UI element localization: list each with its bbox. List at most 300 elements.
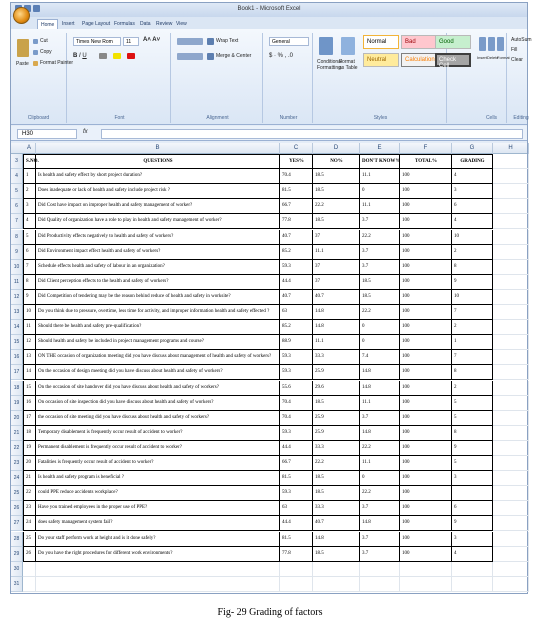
table-cell[interactable]: 8 xyxy=(452,365,493,380)
table-cell[interactable]: 100 xyxy=(400,396,452,411)
table-cell[interactable]: 14.8 xyxy=(313,532,360,547)
table-cell[interactable]: 33.3 xyxy=(313,501,360,516)
table-cell[interactable] xyxy=(23,562,36,577)
table-cell[interactable]: 3 xyxy=(23,199,36,214)
conditional-formatting-button[interactable]: Conditional Formatting xyxy=(317,59,343,71)
table-cell[interactable]: 100 xyxy=(400,532,452,547)
table-cell[interactable]: 9 xyxy=(452,516,493,531)
row-header[interactable]: 9 xyxy=(11,245,23,260)
table-cell[interactable] xyxy=(400,577,452,592)
table-cell[interactable]: 70.4 xyxy=(280,411,313,426)
table-cell[interactable]: Do you think due to pressure, overtime, less time for activity, and improper information health and safety effected ? xyxy=(36,305,280,320)
font-size-select[interactable]: 11 xyxy=(123,37,139,46)
table-cell[interactable]: 8 xyxy=(452,260,493,275)
table-cell[interactable]: Do you have the right procedures for different work environments? xyxy=(36,547,280,562)
table-cell[interactable] xyxy=(493,577,529,592)
fx-icon[interactable]: fx xyxy=(83,129,88,135)
table-cell[interactable]: Did Client perception effects to the health and safety of workers? xyxy=(36,275,280,290)
table-cell[interactable]: 100 xyxy=(400,335,452,350)
table-cell[interactable] xyxy=(493,547,529,562)
bold-italic-underline[interactable]: B I U xyxy=(73,53,87,59)
table-cell[interactable] xyxy=(493,426,529,441)
table-cell[interactable]: 3.7 xyxy=(360,260,400,275)
table-cell[interactable]: 9 xyxy=(23,290,36,305)
tab-review[interactable]: Review xyxy=(156,21,173,27)
table-cell[interactable]: 23 xyxy=(23,501,36,516)
table-cell[interactable]: Did Environment impact effect health and safety of workers? xyxy=(36,245,280,260)
row-header[interactable]: 4 xyxy=(11,169,23,184)
table-cell[interactable]: 0 xyxy=(360,320,400,335)
table-cell[interactable]: 7 xyxy=(452,305,493,320)
name-box[interactable]: H30 xyxy=(17,129,77,139)
table-cell[interactable]: On occasion of site inspection did you have discuss about health and safety of workers? xyxy=(36,396,280,411)
table-cell[interactable]: 3 xyxy=(452,184,493,199)
table-cell[interactable]: 11.1 xyxy=(360,169,400,184)
table-cell[interactable]: 11.1 xyxy=(313,335,360,350)
table-cell[interactable]: 4 xyxy=(23,214,36,229)
table-cell[interactable]: 1 xyxy=(452,335,493,350)
table-cell[interactable]: 81.5 xyxy=(280,471,313,486)
grow-font-icon[interactable]: A˄ A˅ xyxy=(143,37,161,43)
table-cell[interactable] xyxy=(493,562,529,577)
table-cell[interactable] xyxy=(493,199,529,214)
table-cell[interactable] xyxy=(493,169,529,184)
number-format-icons[interactable]: $ · % , .0 xyxy=(269,53,294,59)
table-cell[interactable]: 100 xyxy=(400,260,452,275)
cut-button[interactable]: Cut xyxy=(40,38,48,44)
table-cell[interactable]: 11.1 xyxy=(360,396,400,411)
column-header-e[interactable]: E xyxy=(360,143,400,154)
insert-button[interactable]: Insert xyxy=(477,55,488,60)
table-cell[interactable]: 11.1 xyxy=(360,456,400,471)
horizontal-align-icons[interactable] xyxy=(177,53,203,60)
table-cell[interactable] xyxy=(493,532,529,547)
table-cell[interactable]: 85.2 xyxy=(280,245,313,260)
table-cell[interactable]: 18.5 xyxy=(313,214,360,229)
table-cell[interactable]: 37 xyxy=(313,260,360,275)
tab-formulas[interactable]: Formulas xyxy=(114,21,135,27)
table-cell[interactable]: 25 xyxy=(23,532,36,547)
table-cell[interactable]: 3.7 xyxy=(360,501,400,516)
row-header[interactable]: 18 xyxy=(11,381,23,396)
table-cell[interactable]: 63 xyxy=(280,305,313,320)
table-cell[interactable] xyxy=(493,245,529,260)
table-cell[interactable] xyxy=(452,562,493,577)
style-normal[interactable]: Normal xyxy=(363,35,399,49)
table-cell[interactable]: 11 xyxy=(23,320,36,335)
table-cell[interactable]: 9 xyxy=(452,275,493,290)
table-cell[interactable]: 100 xyxy=(400,169,452,184)
table-cell[interactable]: 14.8 xyxy=(313,320,360,335)
table-cell[interactable]: 44.4 xyxy=(280,275,313,290)
table-cell[interactable]: Did Competition of tendering may be the reason behind reduce of health and safety in worksite? xyxy=(36,290,280,305)
row-header[interactable]: 23 xyxy=(11,456,23,471)
paste-icon[interactable] xyxy=(17,39,29,57)
table-cell[interactable]: 5 xyxy=(452,411,493,426)
fill-button[interactable]: Fill xyxy=(511,47,518,53)
table-cell[interactable]: 40.7 xyxy=(280,230,313,245)
table-cell[interactable]: 2 xyxy=(23,184,36,199)
table-cell[interactable]: 59.3 xyxy=(280,365,313,380)
copy-button[interactable]: Copy xyxy=(40,49,52,55)
column-header-f[interactable]: F xyxy=(400,143,452,154)
table-cell[interactable]: 100 xyxy=(400,441,452,456)
table-cell[interactable]: 3.7 xyxy=(360,245,400,260)
table-cell[interactable]: 2 xyxy=(452,381,493,396)
table-cell[interactable]: 25.9 xyxy=(313,365,360,380)
table-cell[interactable]: Have you trained employees in the proper use of PPE? xyxy=(36,501,280,516)
table-cell[interactable]: 6 xyxy=(452,199,493,214)
row-header[interactable]: 10 xyxy=(11,260,23,275)
table-cell[interactable]: 3.7 xyxy=(360,532,400,547)
table-cell[interactable] xyxy=(23,577,36,592)
table-cell[interactable] xyxy=(493,275,529,290)
table-cell[interactable] xyxy=(313,562,360,577)
tab-insert[interactable]: Insert xyxy=(62,21,75,27)
style-check-cell[interactable]: Check Cell xyxy=(435,53,471,67)
table-cell[interactable]: 25.9 xyxy=(313,411,360,426)
row-header[interactable]: 28 xyxy=(11,532,23,547)
table-cell[interactable]: 13 xyxy=(23,350,36,365)
table-cell[interactable]: 100 xyxy=(400,471,452,486)
row-header[interactable]: 11 xyxy=(11,275,23,290)
row-header[interactable]: 22 xyxy=(11,441,23,456)
table-cell[interactable]: does safety management system fail? xyxy=(36,516,280,531)
table-cell[interactable]: 10 xyxy=(452,230,493,245)
row-header[interactable]: 6 xyxy=(11,199,23,214)
table-cell[interactable]: 8 xyxy=(23,275,36,290)
table-cell[interactable]: 7.4 xyxy=(360,350,400,365)
table-cell[interactable]: Do your staff perform work at height and is it done safely? xyxy=(36,532,280,547)
table-cell[interactable]: 5 xyxy=(23,230,36,245)
worksheet[interactable] xyxy=(11,143,527,593)
table-cell[interactable]: 85.2 xyxy=(280,320,313,335)
table-cell[interactable]: Did Productivity effects negatively to health and safety of workers? xyxy=(36,230,280,245)
table-cell[interactable]: 18 xyxy=(23,426,36,441)
table-cell[interactable]: 5 xyxy=(452,456,493,471)
table-cell[interactable]: 20 xyxy=(23,456,36,471)
table-cell[interactable]: 18.5 xyxy=(360,290,400,305)
formula-input[interactable] xyxy=(101,129,523,139)
column-header-d[interactable]: D xyxy=(313,143,360,154)
table-cell[interactable] xyxy=(493,350,529,365)
table-cell[interactable]: 55.6 xyxy=(280,381,313,396)
table-cell[interactable]: 59.3 xyxy=(280,350,313,365)
table-cell[interactable]: 70.4 xyxy=(280,169,313,184)
row-header[interactable]: 20 xyxy=(11,411,23,426)
table-cell[interactable] xyxy=(280,562,313,577)
table-cell[interactable]: 100 xyxy=(400,456,452,471)
fill-color-icon[interactable] xyxy=(113,53,121,59)
table-cell[interactable]: Schedule effects health and safety of labour in an organization? xyxy=(36,260,280,275)
clear-button[interactable]: Clear xyxy=(511,57,523,63)
table-cell[interactable]: 70.4 xyxy=(280,396,313,411)
table-cell[interactable]: Temporary disablement is frequently occur result of accident to worker? xyxy=(36,426,280,441)
table-cell[interactable]: 44.4 xyxy=(280,441,313,456)
table-cell[interactable]: 22 xyxy=(23,486,36,501)
vertical-align-icons[interactable] xyxy=(177,38,203,45)
table-cell[interactable] xyxy=(360,577,400,592)
table-cell[interactable]: 37 xyxy=(313,275,360,290)
tab-view[interactable]: View xyxy=(176,21,187,27)
table-cell[interactable]: 40.7 xyxy=(313,290,360,305)
table-cell[interactable] xyxy=(452,577,493,592)
table-cell[interactable]: On the occasion of design meeting did you have discuss about health and safety of workers? xyxy=(36,365,280,380)
table-cell[interactable] xyxy=(36,562,280,577)
table-cell[interactable]: 40.7 xyxy=(313,516,360,531)
autosum-button[interactable]: AutoSum xyxy=(511,37,532,43)
table-cell[interactable]: 3 xyxy=(452,471,493,486)
row-header[interactable]: 17 xyxy=(11,365,23,380)
table-cell[interactable]: 5 xyxy=(452,396,493,411)
table-cell[interactable]: 18.5 xyxy=(313,396,360,411)
table-cell[interactable] xyxy=(360,562,400,577)
table-cell[interactable]: 100 xyxy=(400,365,452,380)
table-cell[interactable]: 59.3 xyxy=(280,260,313,275)
table-cell[interactable]: 14.8 xyxy=(360,365,400,380)
row-header[interactable]: 14 xyxy=(11,320,23,335)
table-cell[interactable]: 1 xyxy=(23,169,36,184)
table-cell[interactable]: 22.2 xyxy=(313,456,360,471)
table-cell[interactable]: 10 xyxy=(23,305,36,320)
table-cell[interactable]: 14.8 xyxy=(313,305,360,320)
font-name-select[interactable]: Times New Rom xyxy=(73,37,121,46)
table-cell[interactable] xyxy=(493,456,529,471)
table-cell[interactable]: Did Quality of organization have a role to play in health and safety management of worker? xyxy=(36,214,280,229)
table-cell[interactable]: Is health and safety program is beneficial ? xyxy=(36,471,280,486)
table-cell[interactable]: Should health and safety be included in project management programs and course? xyxy=(36,335,280,350)
table-cell[interactable] xyxy=(493,290,529,305)
table-cell[interactable]: 4 xyxy=(452,169,493,184)
column-header-b[interactable]: B xyxy=(36,143,280,154)
table-cell[interactable] xyxy=(493,214,529,229)
table-cell[interactable] xyxy=(493,335,529,350)
table-cell[interactable]: 22.2 xyxy=(360,486,400,501)
table-cell[interactable]: 44.4 xyxy=(280,516,313,531)
paste-button[interactable]: Paste xyxy=(16,61,29,67)
table-cell[interactable]: Fatalities is frequently occur result of accident to worker? xyxy=(36,456,280,471)
row-header[interactable]: 5 xyxy=(11,184,23,199)
row-header[interactable]: 30 xyxy=(11,562,23,577)
table-cell[interactable]: 0 xyxy=(360,335,400,350)
table-cell[interactable]: 17 xyxy=(23,411,36,426)
table-cell[interactable]: 81.5 xyxy=(280,532,313,547)
table-cell[interactable] xyxy=(36,577,280,592)
table-cell[interactable]: Did Cost have impact on improper health and safety management of worker? xyxy=(36,199,280,214)
table-cell[interactable]: 19 xyxy=(23,441,36,456)
table-cell[interactable]: 4 xyxy=(452,214,493,229)
table-cell[interactable]: 2 xyxy=(452,320,493,335)
table-cell[interactable]: 6 xyxy=(452,501,493,516)
table-header-cell[interactable]: DON'T KNOW% xyxy=(360,154,400,169)
table-cell[interactable]: 22.2 xyxy=(360,441,400,456)
table-cell[interactable] xyxy=(493,365,529,380)
table-cell[interactable]: 100 xyxy=(400,214,452,229)
table-cell[interactable] xyxy=(493,320,529,335)
table-cell[interactable]: Does inadequate or lack of health and safety include project risk ? xyxy=(36,184,280,199)
table-cell[interactable]: 100 xyxy=(400,426,452,441)
merge-center-button[interactable]: Merge & Center xyxy=(216,53,252,59)
font-color-icon[interactable] xyxy=(127,53,135,59)
table-cell[interactable]: 24 xyxy=(23,516,36,531)
table-cell[interactable]: 4 xyxy=(452,547,493,562)
table-header-cell[interactable]: TOTAL% xyxy=(400,154,452,169)
table-cell[interactable]: 100 xyxy=(400,290,452,305)
row-header[interactable]: 15 xyxy=(11,335,23,350)
table-cell[interactable]: 59.3 xyxy=(280,486,313,501)
table-cell[interactable] xyxy=(493,501,529,516)
row-header[interactable]: 29 xyxy=(11,547,23,562)
table-header-cell[interactable]: S.NO. xyxy=(23,154,36,169)
table-cell[interactable] xyxy=(452,486,493,501)
table-cell[interactable]: 18.5 xyxy=(313,169,360,184)
table-cell[interactable]: 100 xyxy=(400,184,452,199)
table-cell[interactable]: 100 xyxy=(400,381,452,396)
table-cell[interactable]: 37 xyxy=(313,230,360,245)
table-cell[interactable]: 2 xyxy=(452,245,493,260)
table-cell[interactable] xyxy=(400,562,452,577)
row-header[interactable]: 26 xyxy=(11,501,23,516)
table-cell[interactable]: 9 xyxy=(452,441,493,456)
table-header-cell[interactable]: GRADING xyxy=(452,154,493,169)
table-cell[interactable]: Is health and safety effect by short project duration? xyxy=(36,169,280,184)
table-cell[interactable]: 88.9 xyxy=(280,335,313,350)
table-cell[interactable]: 14.8 xyxy=(360,381,400,396)
table-header-cell[interactable]: NO% xyxy=(313,154,360,169)
format-as-table-button[interactable]: Format as Table xyxy=(339,59,358,71)
table-cell[interactable]: 26 xyxy=(23,547,36,562)
format-painter-button[interactable]: Format Painter xyxy=(40,60,74,66)
style-bad[interactable]: Bad xyxy=(401,35,437,49)
row-header[interactable]: 19 xyxy=(11,396,23,411)
table-cell[interactable]: 77.8 xyxy=(280,547,313,562)
table-cell[interactable]: 3.7 xyxy=(360,411,400,426)
table-cell[interactable]: 18.5 xyxy=(313,486,360,501)
table-cell[interactable]: 63 xyxy=(280,501,313,516)
format-button[interactable]: Format xyxy=(497,55,510,60)
row-header[interactable]: 13 xyxy=(11,305,23,320)
table-cell[interactable]: 40.7 xyxy=(280,290,313,305)
table-cell[interactable] xyxy=(493,486,529,501)
table-cell[interactable] xyxy=(493,260,529,275)
table-cell[interactable]: 33.3 xyxy=(313,441,360,456)
table-cell[interactable]: 22.2 xyxy=(360,230,400,245)
table-cell[interactable]: 14.8 xyxy=(360,426,400,441)
table-cell[interactable] xyxy=(493,381,529,396)
table-cell[interactable]: 3 xyxy=(452,532,493,547)
table-cell[interactable]: 18.5 xyxy=(360,275,400,290)
style-calculation[interactable]: Calculation xyxy=(401,53,437,67)
column-header-a[interactable]: A xyxy=(23,143,36,154)
table-cell[interactable] xyxy=(493,154,529,169)
table-cell[interactable]: 25.9 xyxy=(313,426,360,441)
table-cell[interactable]: 22.2 xyxy=(313,199,360,214)
table-cell[interactable]: 0 xyxy=(360,184,400,199)
style-good[interactable]: Good xyxy=(435,35,471,49)
table-cell[interactable]: 7 xyxy=(23,260,36,275)
borders-icon[interactable] xyxy=(99,53,107,59)
table-cell[interactable] xyxy=(493,411,529,426)
table-cell[interactable]: 59.3 xyxy=(280,426,313,441)
table-cell[interactable] xyxy=(493,184,529,199)
wrap-text-button[interactable]: Wrap Text xyxy=(216,38,239,44)
table-cell[interactable]: 100 xyxy=(400,199,452,214)
table-cell[interactable]: 100 xyxy=(400,245,452,260)
table-cell[interactable]: 3.7 xyxy=(360,214,400,229)
tab-home[interactable]: Home xyxy=(37,19,58,29)
table-cell[interactable]: 66.7 xyxy=(280,199,313,214)
table-cell[interactable]: 7 xyxy=(452,350,493,365)
table-cell[interactable]: 100 xyxy=(400,411,452,426)
table-cell[interactable]: 3.7 xyxy=(360,547,400,562)
column-header-c[interactable]: C xyxy=(280,143,313,154)
table-cell[interactable]: 18.5 xyxy=(313,184,360,199)
row-header[interactable]: 21 xyxy=(11,426,23,441)
table-header-cell[interactable]: YES% xyxy=(280,154,313,169)
table-cell[interactable]: 14 xyxy=(23,365,36,380)
row-header[interactable]: 7 xyxy=(11,214,23,229)
table-cell[interactable]: Should there be health and safety pre-qualification? xyxy=(36,320,280,335)
table-cell[interactable]: 100 xyxy=(400,350,452,365)
table-cell[interactable]: 81.5 xyxy=(280,184,313,199)
table-cell[interactable]: On the occasion of site handover did you have discuss about health and safety of workers? xyxy=(36,381,280,396)
table-cell[interactable]: could PPE reduce accidents workplace? xyxy=(36,486,280,501)
table-cell[interactable]: 6 xyxy=(23,245,36,260)
table-cell[interactable]: 8 xyxy=(452,426,493,441)
table-cell[interactable]: 100 xyxy=(400,275,452,290)
number-format-select[interactable]: General xyxy=(269,37,309,46)
table-cell[interactable]: 100 xyxy=(400,320,452,335)
table-cell[interactable]: 12 xyxy=(23,335,36,350)
table-cell[interactable] xyxy=(493,230,529,245)
table-cell[interactable]: 100 xyxy=(400,516,452,531)
delete-button[interactable]: Delete xyxy=(487,55,499,60)
table-cell[interactable]: 22.2 xyxy=(360,305,400,320)
table-cell[interactable] xyxy=(313,577,360,592)
tab-data[interactable]: Data xyxy=(140,21,151,27)
table-cell[interactable]: 18.5 xyxy=(313,547,360,562)
table-cell[interactable]: 16 xyxy=(23,396,36,411)
table-cell[interactable]: 18.5 xyxy=(313,471,360,486)
table-cell[interactable]: 100 xyxy=(400,547,452,562)
row-header[interactable]: 31 xyxy=(11,577,23,592)
table-cell[interactable]: 100 xyxy=(400,305,452,320)
table-cell[interactable]: 10 xyxy=(452,290,493,305)
table-cell[interactable] xyxy=(493,396,529,411)
table-cell[interactable]: ON THE occasion of organization meeting did you have discuss about management of health and safety of workers? xyxy=(36,350,280,365)
table-cell[interactable] xyxy=(493,516,529,531)
table-cell[interactable]: 11.1 xyxy=(360,199,400,214)
table-cell[interactable]: 21 xyxy=(23,471,36,486)
table-cell[interactable]: 15 xyxy=(23,381,36,396)
table-cell[interactable] xyxy=(280,577,313,592)
table-cell[interactable]: 11.1 xyxy=(313,245,360,260)
table-cell[interactable]: 66.7 xyxy=(280,456,313,471)
column-header-g[interactable]: G xyxy=(452,143,493,154)
table-cell[interactable]: 33.3 xyxy=(313,350,360,365)
row-header[interactable]: 3 xyxy=(11,154,23,169)
table-cell[interactable]: 100 xyxy=(400,230,452,245)
style-neutral[interactable]: Neutral xyxy=(363,53,399,67)
table-cell[interactable]: Permanent disablement is frequently occur result of accident to worker? xyxy=(36,441,280,456)
row-header[interactable]: 24 xyxy=(11,471,23,486)
table-cell[interactable]: 0 xyxy=(360,471,400,486)
table-cell[interactable] xyxy=(493,305,529,320)
column-header-h[interactable]: H xyxy=(493,143,529,154)
table-cell[interactable]: 14.8 xyxy=(360,516,400,531)
table-cell[interactable]: 77.8 xyxy=(280,214,313,229)
table-cell[interactable]: 100 xyxy=(400,486,452,501)
